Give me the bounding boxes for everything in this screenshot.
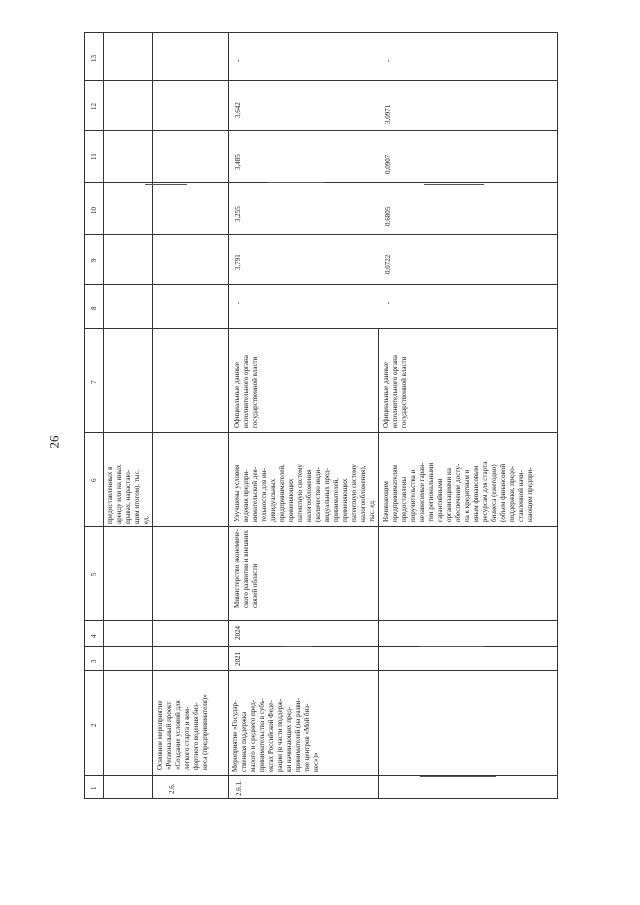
- indicator-1-col13: -: [234, 59, 242, 62]
- header-col-11: 11: [90, 153, 98, 160]
- indicator-1-col10: 3,255: [234, 206, 242, 222]
- table-rule: [84, 798, 558, 799]
- indicator-2-col8: -: [384, 301, 392, 304]
- row-2-6-1-start-year: 2021: [234, 652, 242, 666]
- page-number: 26: [46, 435, 62, 449]
- indicator-1-source: Официальные данные исполнительного органа государственной власти: [233, 355, 259, 428]
- header-col-2: 2: [90, 723, 98, 727]
- header-col-13: 13: [90, 55, 98, 62]
- header-col-3: 3: [90, 659, 98, 663]
- header-col-7: 7: [90, 380, 98, 384]
- table-rule: [84, 620, 558, 621]
- indicator-2-col11: 0,0907: [384, 154, 392, 174]
- cont-col6: предоставленных в аренду или на иных правах, нарастаю- щим итогом), тыс. ед.: [106, 464, 150, 524]
- table-rule: [84, 526, 558, 527]
- table-rule: [152, 32, 153, 798]
- indicator-2-col12: 3,0971: [384, 104, 392, 124]
- table-rule: [84, 284, 558, 285]
- row-2-6-1-end-year: 2024: [234, 626, 242, 640]
- table-rule: [228, 32, 229, 798]
- table-rule: [84, 32, 85, 798]
- header-col-1: 1: [90, 786, 98, 790]
- indicator-1-col9: 3,791: [234, 254, 242, 270]
- table-rule: [84, 32, 558, 33]
- header-col-8: 8: [90, 306, 98, 310]
- scan-mark: [282, 646, 312, 647]
- table-rule: [84, 130, 558, 131]
- scan-mark: [420, 776, 496, 777]
- scan-mark: [268, 182, 324, 183]
- table-rule: [84, 646, 558, 647]
- indicator-1-col11: 3,485: [234, 154, 242, 170]
- scan-mark: [145, 184, 187, 185]
- indicator-1-description: Улучшены условия ведения предпри- нимательской дея- тельности для ин- дивидуальных предпринимателей, применяющих патентную систему налогообложения (количество инди- видуальных пред- принимателей, применяющих патентную систему налогообложения), тыс. ед.: [233, 464, 376, 522]
- table-rule: [557, 32, 558, 798]
- table-rule: [84, 234, 558, 235]
- row-2-6-1-responsible: Министерство экономиче- ского развития и внешних связей области: [233, 529, 259, 608]
- indicator-2-description: Начинающим предпринимателям предоставлены поручительства и независимые гаран- тии региональными гарантийными организациями на обеспечение досту- па к кредитным и иным финансовым ресурсам для старта бизнеса (ежегодно) (объем финансовой поддержки, предо- ставленной начи- нающим предпри-: [382, 461, 534, 522]
- table-rule: [103, 32, 104, 798]
- indicator-1-col8: -: [234, 301, 242, 304]
- table-rule: [84, 328, 558, 329]
- header-col-10: 10: [90, 207, 98, 214]
- header-col-4: 4: [90, 634, 98, 638]
- row-2-6-number: 2.6.: [168, 783, 176, 794]
- header-col-12: 12: [90, 103, 98, 110]
- indicator-2-col13: -: [384, 59, 392, 62]
- table-rule: [378, 328, 379, 798]
- scan-mark: [420, 646, 484, 647]
- indicator-2-col9: 0,0722: [384, 254, 392, 274]
- table-rule: [84, 80, 558, 81]
- row-2-6-title: Основное мероприятие «Региональный проект «Создание условий для легкого старта и ком- фортного ведения биз- неса (предпринимателя)»: [156, 694, 209, 770]
- row-2-6-1-number: 2.6.1.: [235, 780, 243, 796]
- indicator-2-source: Официальные данные исполнительного органа государственной власти: [382, 355, 408, 428]
- indicator-2-col10: 0,6805: [384, 206, 392, 226]
- header-col-9: 9: [90, 258, 98, 262]
- row-2-6-1-title: Мероприятие «Государ- ственная поддержка малого и среднего пред- принимательства в субъ- ектах Российской Феде- рации (в части поддерж- ки начинающих пред- принимателей (на разви- тие центров «Мой биз- нес»)»: [231, 698, 320, 772]
- scan-mark: [424, 184, 484, 185]
- indicator-1-col12: 3,642: [234, 102, 242, 118]
- header-col-6: 6: [90, 478, 98, 482]
- header-col-5: 5: [90, 572, 98, 576]
